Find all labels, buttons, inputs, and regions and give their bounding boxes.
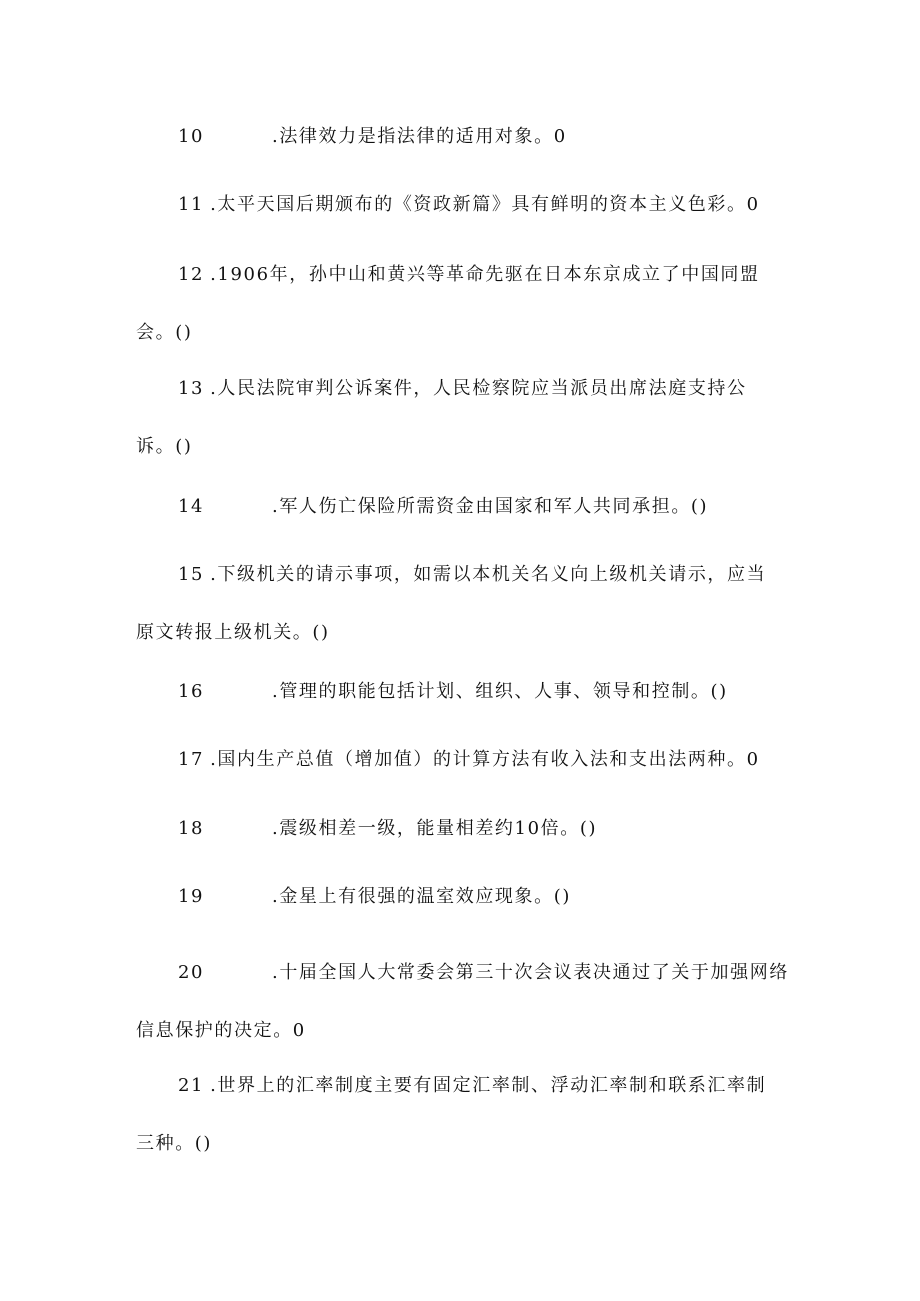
- question-text: .法律效力是指法律的适用对象。0: [272, 126, 567, 147]
- question-number: 14: [178, 496, 205, 517]
- question-text: .太平天国后期颁布的《资政新篇》具有鲜明的资本主义色彩。0: [210, 194, 760, 215]
- question-number: 12: [178, 264, 205, 285]
- question-text: .1906年，孙中山和黄兴等革命先驱在日本东京成立了中国同盟: [210, 264, 760, 285]
- question-text-continuation: 信息保护的决定。0: [136, 1020, 306, 1041]
- question-text: .世界上的汇率制度主要有固定汇率制、浮动汇率制和联系汇率制: [210, 1075, 767, 1096]
- question-number: 20: [178, 962, 205, 983]
- question-number: 16: [178, 681, 205, 702]
- question-11: [136, 176, 796, 234]
- question-21: [136, 1057, 796, 1173]
- question-number: 15: [178, 564, 205, 585]
- question-text: .十届全国人大常委会第三十次会议表决通过了关于加强网络: [272, 962, 789, 983]
- question-number: 10: [178, 126, 205, 147]
- question-number: 17: [178, 749, 205, 770]
- question-text: .人民法院审判公诉案件，人民检察院应当派员出席法庭支持公: [210, 378, 747, 399]
- question-20: [136, 944, 796, 1060]
- question-text: .震级相差一级，能量相差约10倍。(): [272, 818, 598, 839]
- question-number: 19: [178, 886, 205, 907]
- question-text: .金星上有很强的温室效应现象。(): [272, 886, 571, 907]
- question-text-continuation: 诉。(): [136, 436, 193, 457]
- question-text: .军人伤亡保险所需资金由国家和军人共同承担。(): [272, 496, 709, 517]
- question-19: [136, 868, 796, 926]
- question-16: [136, 663, 796, 721]
- question-18: [136, 800, 796, 858]
- question-text-continuation: 原文转报上级机关。(): [136, 622, 330, 643]
- question-15: [136, 546, 796, 662]
- question-13: [136, 360, 796, 476]
- question-text-continuation: 三种。(): [136, 1133, 213, 1154]
- question-number: 13: [178, 378, 205, 399]
- question-number: 11: [178, 194, 205, 215]
- question-text: .国内生产总值（增加值）的计算方法有收入法和支出法两种。0: [210, 749, 760, 770]
- question-text: .管理的职能包括计划、组织、人事、领导和控制。(): [272, 681, 728, 702]
- question-12: [136, 246, 796, 362]
- question-number: 18: [178, 818, 205, 839]
- question-text-continuation: 会。(): [136, 322, 193, 343]
- question-10: [136, 108, 796, 166]
- question-text: .下级机关的请示事项，如需以本机关名义向上级机关请示，应当: [210, 564, 767, 585]
- question-number: 21: [178, 1075, 205, 1096]
- question-17: [136, 731, 796, 789]
- question-14: [136, 478, 796, 536]
